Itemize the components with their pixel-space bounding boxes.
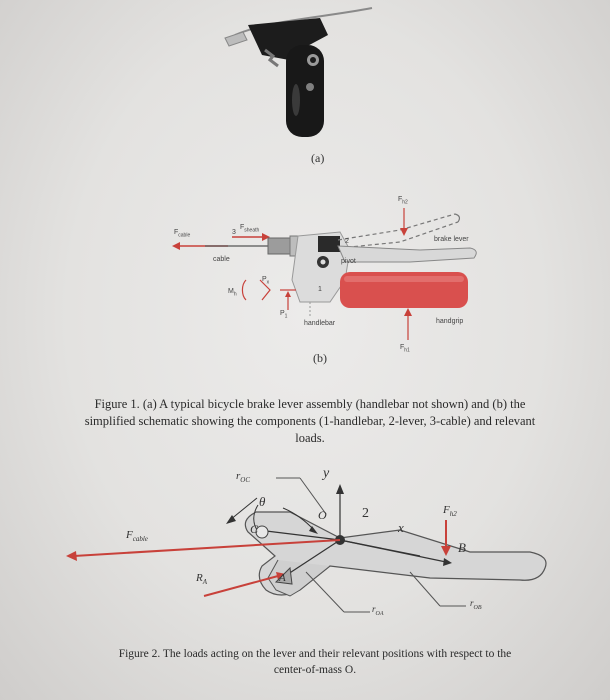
figure-1-caption-line3: loads. xyxy=(295,431,325,445)
figure-1-caption-line1: Figure 1. (a) A typical bicycle brake lever assembly (handlebar not shown) and (b) the xyxy=(94,397,526,411)
f2-fcable-label: $F_{cable}$ xyxy=(126,529,148,544)
f1-p1-label: $P_1$ xyxy=(280,310,288,320)
f2-rob-label: $r_{OB}$ xyxy=(470,598,482,611)
f1-fsheath-label: $F_{sheath}$ xyxy=(240,224,260,234)
f2-c-label: C xyxy=(250,522,259,536)
figure-2-caption-line2: center-of-mass O. xyxy=(273,664,357,676)
f2-y-axis-label: y xyxy=(323,466,330,481)
f2-x-axis-label: x xyxy=(398,520,404,535)
f2-roc-label: $r_{OC}$ xyxy=(236,470,251,485)
f1-px-label: $P_x$ xyxy=(262,276,270,286)
f2-fh2-label: $F_{h2}$ xyxy=(443,504,457,519)
f1-pivot-label: pivot xyxy=(341,258,356,265)
f1-handgrip-label: handgrip xyxy=(436,318,464,325)
f1-fh1-label: $F_{h1}$ xyxy=(400,344,410,354)
figure-2-caption xyxy=(60,646,570,678)
f1-one-label: 1 xyxy=(318,286,322,293)
f1-cable-label: cable xyxy=(213,256,230,263)
figure-1-caption-line2: simplified schematic showing the components (1-handlebar, 2-lever, 3-cable) and relevant xyxy=(84,414,536,428)
f1-fcable-label: $F_{cable}$ xyxy=(174,229,191,239)
f2-two-label: 2 xyxy=(362,506,369,521)
f1-moment-label: $M_h$ xyxy=(228,288,237,298)
f1-two-label: 2 xyxy=(345,238,349,245)
figure-1a-label: (a) xyxy=(311,151,325,165)
figure-2-caption-line1: Figure 2. The loads acting on the lever and their relevant positions with respect to the xyxy=(118,648,512,660)
f2-o-label: O xyxy=(318,508,327,522)
f1-fh2-label: $F_{h2}$ xyxy=(398,196,408,206)
f1-brake-lever-label: brake lever xyxy=(434,236,469,243)
figure-1b-label: (b) xyxy=(313,351,327,365)
f1-handlebar-label: handlebar xyxy=(304,320,336,327)
f2-roa-label: $r_{OA}$ xyxy=(372,604,384,617)
f2-a-label: A xyxy=(279,572,286,584)
f1-three-label: 3 xyxy=(232,229,236,236)
f2-b-label: B xyxy=(458,540,466,555)
f2-ra-label: $R_A$ xyxy=(196,572,208,587)
f2-theta-label: θ xyxy=(259,494,266,509)
